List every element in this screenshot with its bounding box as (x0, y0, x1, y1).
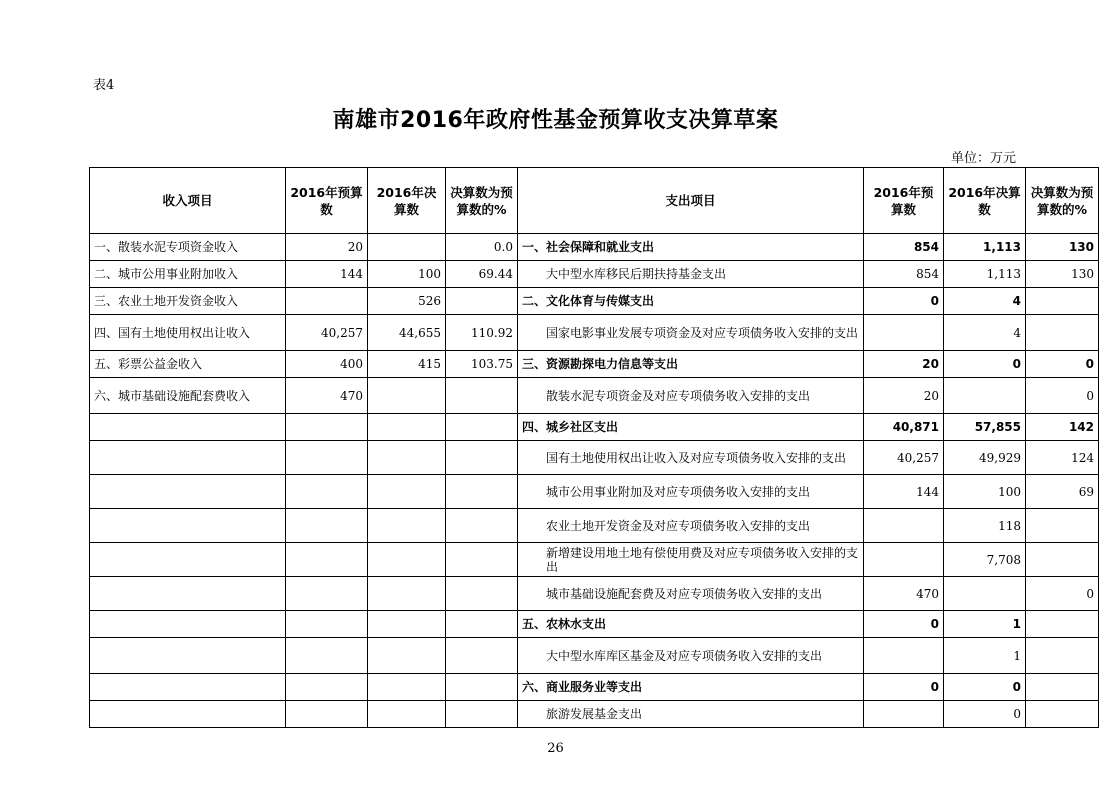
expend-final-cell: 0 (944, 701, 1026, 728)
expend-item-cell: 国家电影事业发展专项资金及对应专项债务收入安排的支出 (518, 315, 864, 351)
income-pct-cell (446, 543, 518, 577)
income-item-cell (90, 638, 286, 674)
income-pct-cell (446, 701, 518, 728)
table-row (90, 288, 1099, 315)
expend-final-cell: 7,708 (944, 543, 1026, 577)
income-item-cell: 四、国有土地使用权出让收入 (90, 315, 286, 351)
expend-final-cell: 0 (944, 351, 1026, 378)
expend-budget-cell (864, 315, 944, 351)
income-budget-cell (286, 674, 368, 701)
income-budget-cell: 144 (286, 261, 368, 288)
income-budget-cell (286, 414, 368, 441)
income-final-cell (368, 509, 446, 543)
income-final-cell (368, 475, 446, 509)
expend-budget-cell: 20 (864, 378, 944, 414)
expend-final-cell: 4 (944, 288, 1026, 315)
income-item-cell (90, 701, 286, 728)
expend-budget-cell (864, 638, 944, 674)
income-budget-cell: 40,257 (286, 315, 368, 351)
header-income-item: 收入项目 (90, 168, 286, 234)
header-expend-budget: 2016年预算数 (864, 168, 944, 234)
expend-item-cell: 一、社会保障和就业支出 (518, 234, 864, 261)
expend-budget-cell: 854 (864, 234, 944, 261)
table-row (90, 414, 1099, 441)
expend-pct-cell: 0 (1026, 351, 1099, 378)
expend-pct-cell (1026, 315, 1099, 351)
expend-budget-cell: 0 (864, 674, 944, 701)
income-budget-cell (286, 638, 368, 674)
table-row (90, 674, 1099, 701)
table-row (90, 701, 1099, 728)
expend-final-cell: 1,113 (944, 234, 1026, 261)
expend-final-cell (944, 577, 1026, 611)
expend-final-cell: 118 (944, 509, 1026, 543)
income-final-cell (368, 638, 446, 674)
income-pct-cell (446, 288, 518, 315)
expend-budget-cell: 20 (864, 351, 944, 378)
table-row (90, 509, 1099, 543)
income-pct-cell (446, 475, 518, 509)
expend-final-cell: 0 (944, 674, 1026, 701)
income-final-cell (368, 674, 446, 701)
table-row (90, 611, 1099, 638)
income-item-cell (90, 543, 286, 577)
document-title: 南雄市2016年政府性基金预算收支决算草案 (332, 108, 779, 133)
income-pct-cell (446, 611, 518, 638)
income-pct-cell (446, 577, 518, 611)
income-final-cell (368, 414, 446, 441)
income-final-cell (368, 441, 446, 475)
expend-budget-cell (864, 543, 944, 577)
income-budget-cell (286, 701, 368, 728)
expend-pct-cell: 0 (1026, 577, 1099, 611)
expend-budget-cell: 40,257 (864, 441, 944, 475)
income-pct-cell (446, 509, 518, 543)
income-budget-cell: 400 (286, 351, 368, 378)
expend-final-cell: 1,113 (944, 261, 1026, 288)
income-pct-cell: 0.0 (446, 234, 518, 261)
income-pct-cell (446, 674, 518, 701)
expend-item-cell: 城市基础设施配套费及对应专项债务收入安排的支出 (518, 577, 864, 611)
income-item-cell: 五、彩票公益金收入 (90, 351, 286, 378)
income-item-cell: 六、城市基础设施配套费收入 (90, 378, 286, 414)
expend-item-cell: 新增建设用地土地有偿使用费及对应专项债务收入安排的支出 (518, 543, 864, 577)
header-expend-item: 支出项目 (518, 168, 864, 234)
income-budget-cell (286, 577, 368, 611)
income-pct-cell (446, 378, 518, 414)
income-pct-cell (446, 638, 518, 674)
header-expend-final: 2016年决算数 (944, 168, 1026, 234)
table-row (90, 378, 1099, 414)
header-row (90, 168, 1099, 234)
expend-item-cell: 六、商业服务业等支出 (518, 674, 864, 701)
table-row (90, 475, 1099, 509)
header-expend-pct: 决算数为预算数的% (1026, 168, 1099, 234)
expend-budget-cell: 144 (864, 475, 944, 509)
expend-final-cell: 4 (944, 315, 1026, 351)
income-budget-cell (286, 543, 368, 577)
income-pct-cell (446, 414, 518, 441)
expend-item-cell: 大中型水库移民后期扶持基金支出 (518, 261, 864, 288)
expend-item-cell: 国有土地使用权出让收入及对应专项债务收入安排的支出 (518, 441, 864, 475)
expend-item-cell: 散装水泥专项资金及对应专项债务收入安排的支出 (518, 378, 864, 414)
expend-item-cell: 农业土地开发资金及对应专项债务收入安排的支出 (518, 509, 864, 543)
expend-budget-cell: 854 (864, 261, 944, 288)
expend-pct-cell (1026, 543, 1099, 577)
income-item-cell (90, 577, 286, 611)
table-row (90, 351, 1099, 378)
income-final-cell: 100 (368, 261, 446, 288)
expend-item-cell: 四、城乡社区支出 (518, 414, 864, 441)
expend-item-cell: 城市公用事业附加及对应专项债务收入安排的支出 (518, 475, 864, 509)
income-budget-cell (286, 288, 368, 315)
income-pct-cell: 110.92 (446, 315, 518, 351)
income-final-cell (368, 378, 446, 414)
table-row (90, 441, 1099, 475)
expend-pct-cell (1026, 638, 1099, 674)
income-item-cell: 三、农业土地开发资金收入 (90, 288, 286, 315)
income-budget-cell (286, 611, 368, 638)
header-income-budget: 2016年预算数 (286, 168, 368, 234)
income-pct-cell: 103.75 (446, 351, 518, 378)
expend-pct-cell: 142 (1026, 414, 1099, 441)
table-row (90, 577, 1099, 611)
income-final-cell (368, 611, 446, 638)
table-row (90, 261, 1099, 288)
expend-pct-cell: 124 (1026, 441, 1099, 475)
income-item-cell: 一、散装水泥专项资金收入 (90, 234, 286, 261)
income-item-cell (90, 441, 286, 475)
table-row (90, 543, 1099, 577)
income-final-cell: 526 (368, 288, 446, 315)
income-final-cell: 44,655 (368, 315, 446, 351)
expend-pct-cell (1026, 701, 1099, 728)
income-budget-cell: 470 (286, 378, 368, 414)
income-item-cell (90, 611, 286, 638)
income-item-cell (90, 674, 286, 701)
unit-label: 单位：万元 (950, 151, 1016, 166)
income-final-cell (368, 577, 446, 611)
expend-final-cell (944, 378, 1026, 414)
expend-pct-cell: 130 (1026, 234, 1099, 261)
expend-item-cell: 五、农林水支出 (518, 611, 864, 638)
table-row (90, 638, 1099, 674)
expend-pct-cell (1026, 288, 1099, 315)
expend-budget-cell: 470 (864, 577, 944, 611)
income-item-cell (90, 509, 286, 543)
expend-pct-cell (1026, 611, 1099, 638)
expend-final-cell: 49,929 (944, 441, 1026, 475)
expend-budget-cell: 40,871 (864, 414, 944, 441)
income-item-cell (90, 475, 286, 509)
income-final-cell (368, 234, 446, 261)
income-budget-cell (286, 475, 368, 509)
budget-table (89, 167, 1099, 728)
expend-item-cell: 大中型水库库区基金及对应专项债务收入安排的支出 (518, 638, 864, 674)
income-budget-cell: 20 (286, 234, 368, 261)
income-pct-cell: 69.44 (446, 261, 518, 288)
income-item-cell: 二、城市公用事业附加收入 (90, 261, 286, 288)
expend-pct-cell: 0 (1026, 378, 1099, 414)
income-final-cell (368, 543, 446, 577)
table-number: 表4 (93, 78, 115, 93)
table-row (90, 315, 1099, 351)
expend-pct-cell: 69 (1026, 475, 1099, 509)
expend-budget-cell (864, 701, 944, 728)
expend-final-cell: 1 (944, 611, 1026, 638)
expend-final-cell: 100 (944, 475, 1026, 509)
expend-final-cell: 57,855 (944, 414, 1026, 441)
income-item-cell (90, 414, 286, 441)
expend-budget-cell: 0 (864, 611, 944, 638)
header-income-pct: 决算数为预算数的% (446, 168, 518, 234)
page-number: 26 (547, 741, 564, 756)
expend-item-cell: 三、资源勘探电力信息等支出 (518, 351, 864, 378)
income-budget-cell (286, 441, 368, 475)
expend-pct-cell (1026, 674, 1099, 701)
income-budget-cell (286, 509, 368, 543)
income-pct-cell (446, 441, 518, 475)
income-final-cell (368, 701, 446, 728)
income-final-cell: 415 (368, 351, 446, 378)
expend-budget-cell: 0 (864, 288, 944, 315)
table-row (90, 234, 1099, 261)
expend-budget-cell (864, 509, 944, 543)
expend-item-cell: 旅游发展基金支出 (518, 701, 864, 728)
header-income-final: 2016年决算数 (368, 168, 446, 234)
expend-pct-cell: 130 (1026, 261, 1099, 288)
expend-item-cell: 二、文化体育与传媒支出 (518, 288, 864, 315)
expend-pct-cell (1026, 509, 1099, 543)
expend-final-cell: 1 (944, 638, 1026, 674)
